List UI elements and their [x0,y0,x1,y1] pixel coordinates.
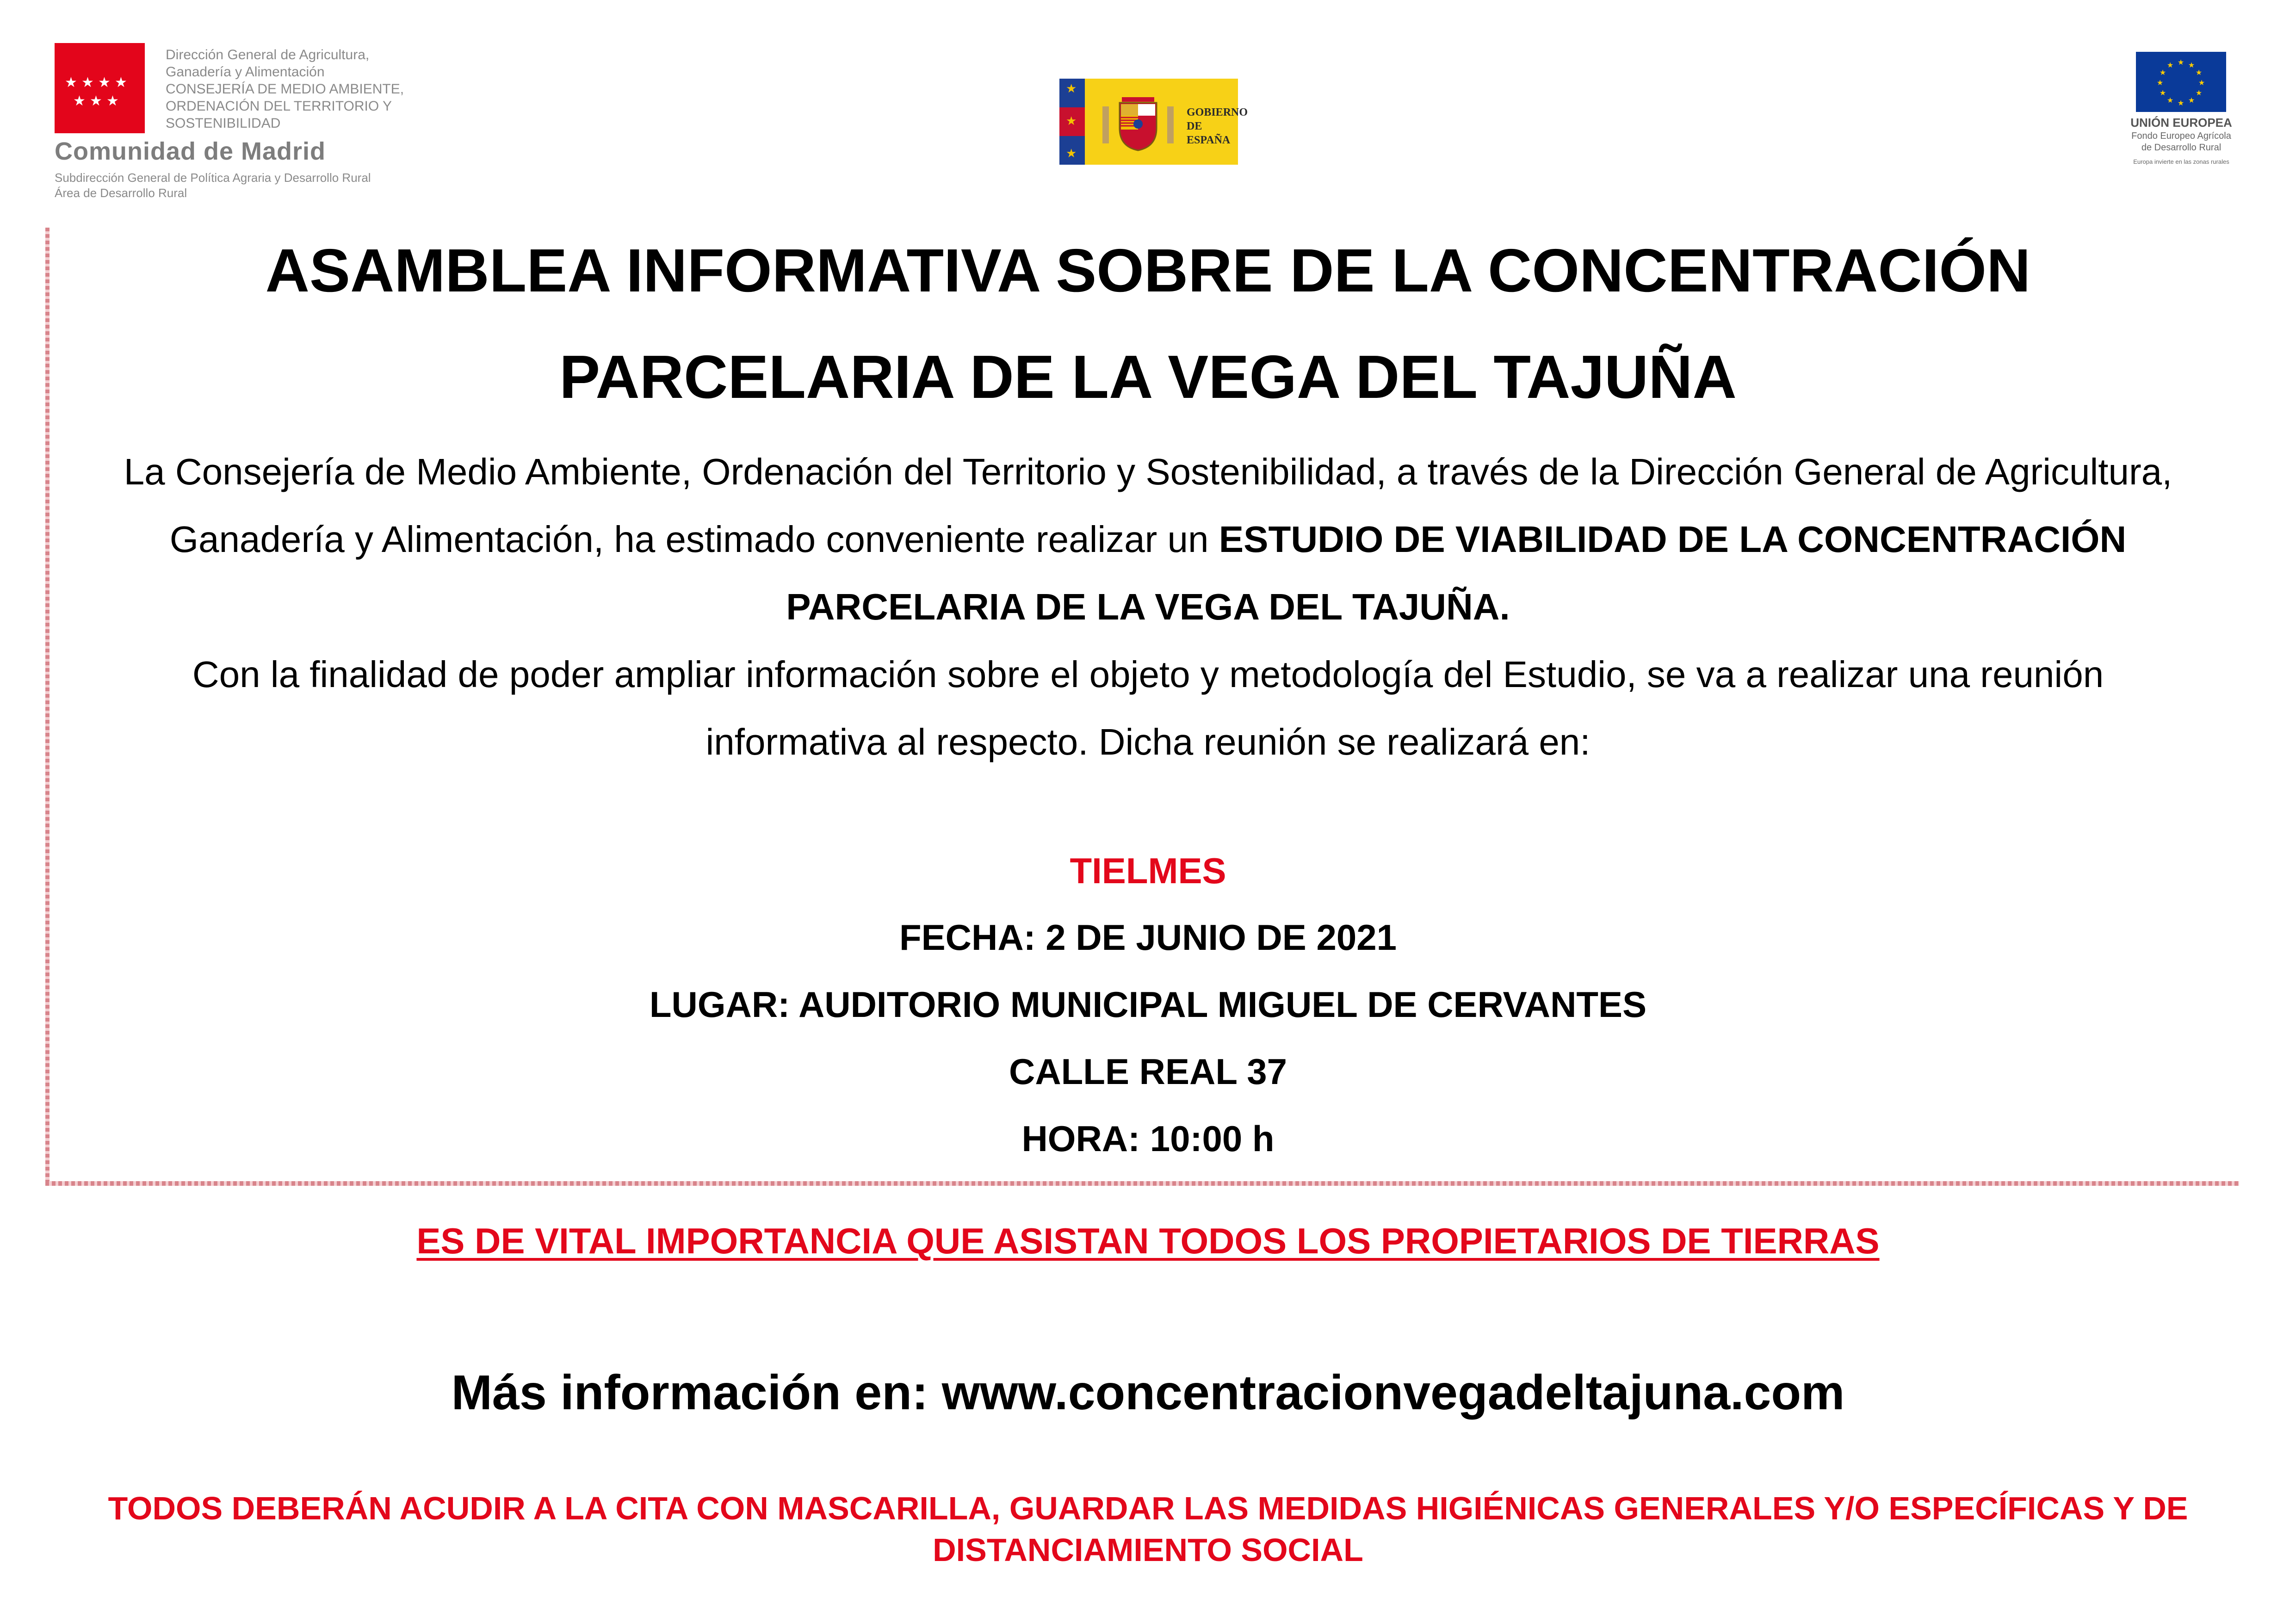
subdivision-line: Área de Desarrollo Rural [55,186,187,200]
study-name-part1: ESTUDIO DE VIABILIDAD DE LA CONCENTRACIÓN [1219,519,2127,560]
intro-line-1: La Consejería de Medio Ambiente, Ordenación del Territorio y Sostenibilidad, a través de la Dirección General de Agricultura, [124,451,2172,492]
document-title-line2: PARCELARIA DE LA VEGA DEL TAJUÑA [559,343,1737,411]
svg-text:★: ★ [65,74,77,91]
dept-line: Dirección General de Agricultura, [166,47,370,62]
intro-line-2 [0,517,2296,562]
svg-text:★: ★ [2188,96,2195,105]
frame-bottom-border [45,1181,2239,1186]
spain-coat-of-arms-icon [1099,93,1177,153]
comunidad-madrid-logo [55,43,145,133]
event-town: TIELMES [1070,850,1226,891]
covid-notice: TODOS DEBERÁN ACUDIR A LA CITA CON MASCARILLA, GUARDAR LAS MEDIDAS HIGIÉNICAS GENERALES Y/O ESPECÍFICAS Y DE DISTANCIAMIENTO SOCIAL [108,1490,2188,1568]
svg-text:★: ★ [2195,68,2203,77]
eu-title: UNIÓN EUROPEA [2130,116,2232,130]
event-address: CALLE REAL 37 [1009,1051,1287,1092]
madrid-stars-icon [55,43,145,133]
svg-text:★: ★ [2156,78,2164,87]
eu-fund-line: de Desarrollo Rural [2141,142,2222,153]
svg-text:★: ★ [2166,96,2174,105]
eu-tagline: Europa invierte en las zonas rurales [2133,158,2229,165]
eu-fund-line: Fondo Europeo Agrícola [2131,131,2231,141]
attendance-notice: ES DE VITAL IMPORTANCIA QUE ASISTAN TODOS LOS PROPIETARIOS DE TIERRAS [416,1220,1880,1261]
event-time: HORA: 10:00 h [1021,1118,1275,1159]
svg-text:★: ★ [90,93,102,109]
gobierno-line: GOBIERNO [1187,106,1248,118]
more-info-link[interactable]: Más información en: www.concentracionvegadeltajuna.com [451,1365,1845,1420]
svg-text:★: ★ [98,74,111,91]
svg-text:★: ★ [106,93,119,109]
svg-text:★: ★ [2159,68,2166,77]
svg-text:★: ★ [115,74,127,91]
study-name-part2: PARCELARIA DE LA VEGA DEL TAJUÑA. [786,586,1510,627]
comunidad-madrid-name: Comunidad de Madrid [55,137,326,165]
dept-line: ORDENACIÓN DEL TERRITORIO Y [166,99,392,114]
svg-text:★: ★ [2177,58,2185,67]
comunidad-madrid-department [166,46,452,132]
dept-line: CONSEJERÍA DE MEDIO AMBIENTE, [166,81,404,97]
svg-text:★: ★ [2166,61,2174,69]
event-date: FECHA: 2 DE JUNIO DE 2021 [899,917,1397,958]
document-title-line1: ASAMBLEA INFORMATIVA SOBRE DE LA CONCENTRACIÓN [265,236,2031,304]
dept-line: Ganadería y Alimentación [166,64,325,80]
svg-text:★: ★ [2177,99,2185,107]
eu-flag-icon [2136,52,2226,112]
eu-fund [2110,130,2253,154]
gobierno-espana-text [1187,105,1248,147]
gobierno-espana-logo [1059,79,1248,165]
svg-text:★: ★ [81,74,94,91]
dept-line: SOSTENIBILIDAD [166,116,281,131]
svg-text:★: ★ [2195,88,2203,97]
intro-line-4: Con la finalidad de poder ampliar información sobre el objeto y metodología del Estudio, se va a realizar una reunión [192,654,2104,695]
svg-text:★: ★ [2188,61,2195,69]
spain-flag-stripes: ★ ★ ★ [1059,79,1085,165]
subdivision-line: Subdirección General de Política Agraria y Desarrollo Rural [55,171,371,185]
event-place: LUGAR: AUDITORIO MUNICIPAL MIGUEL DE CERVANTES [649,984,1647,1025]
svg-text:★: ★ [2198,78,2205,87]
svg-text:★: ★ [2159,88,2166,97]
intro-line-2-text: Ganadería y Alimentación, ha estimado conveniente realizar un [169,519,1219,560]
intro-line-5: informativa al respecto. Dicha reunión se realizará en: [706,721,1590,762]
espana-line: DE ESPAÑA [1187,120,1231,146]
svg-text:★: ★ [73,93,86,109]
spain-yellow-band [1085,79,1248,165]
intro-line-3 [0,585,2296,629]
comunidad-madrid-subdivision [55,170,371,201]
